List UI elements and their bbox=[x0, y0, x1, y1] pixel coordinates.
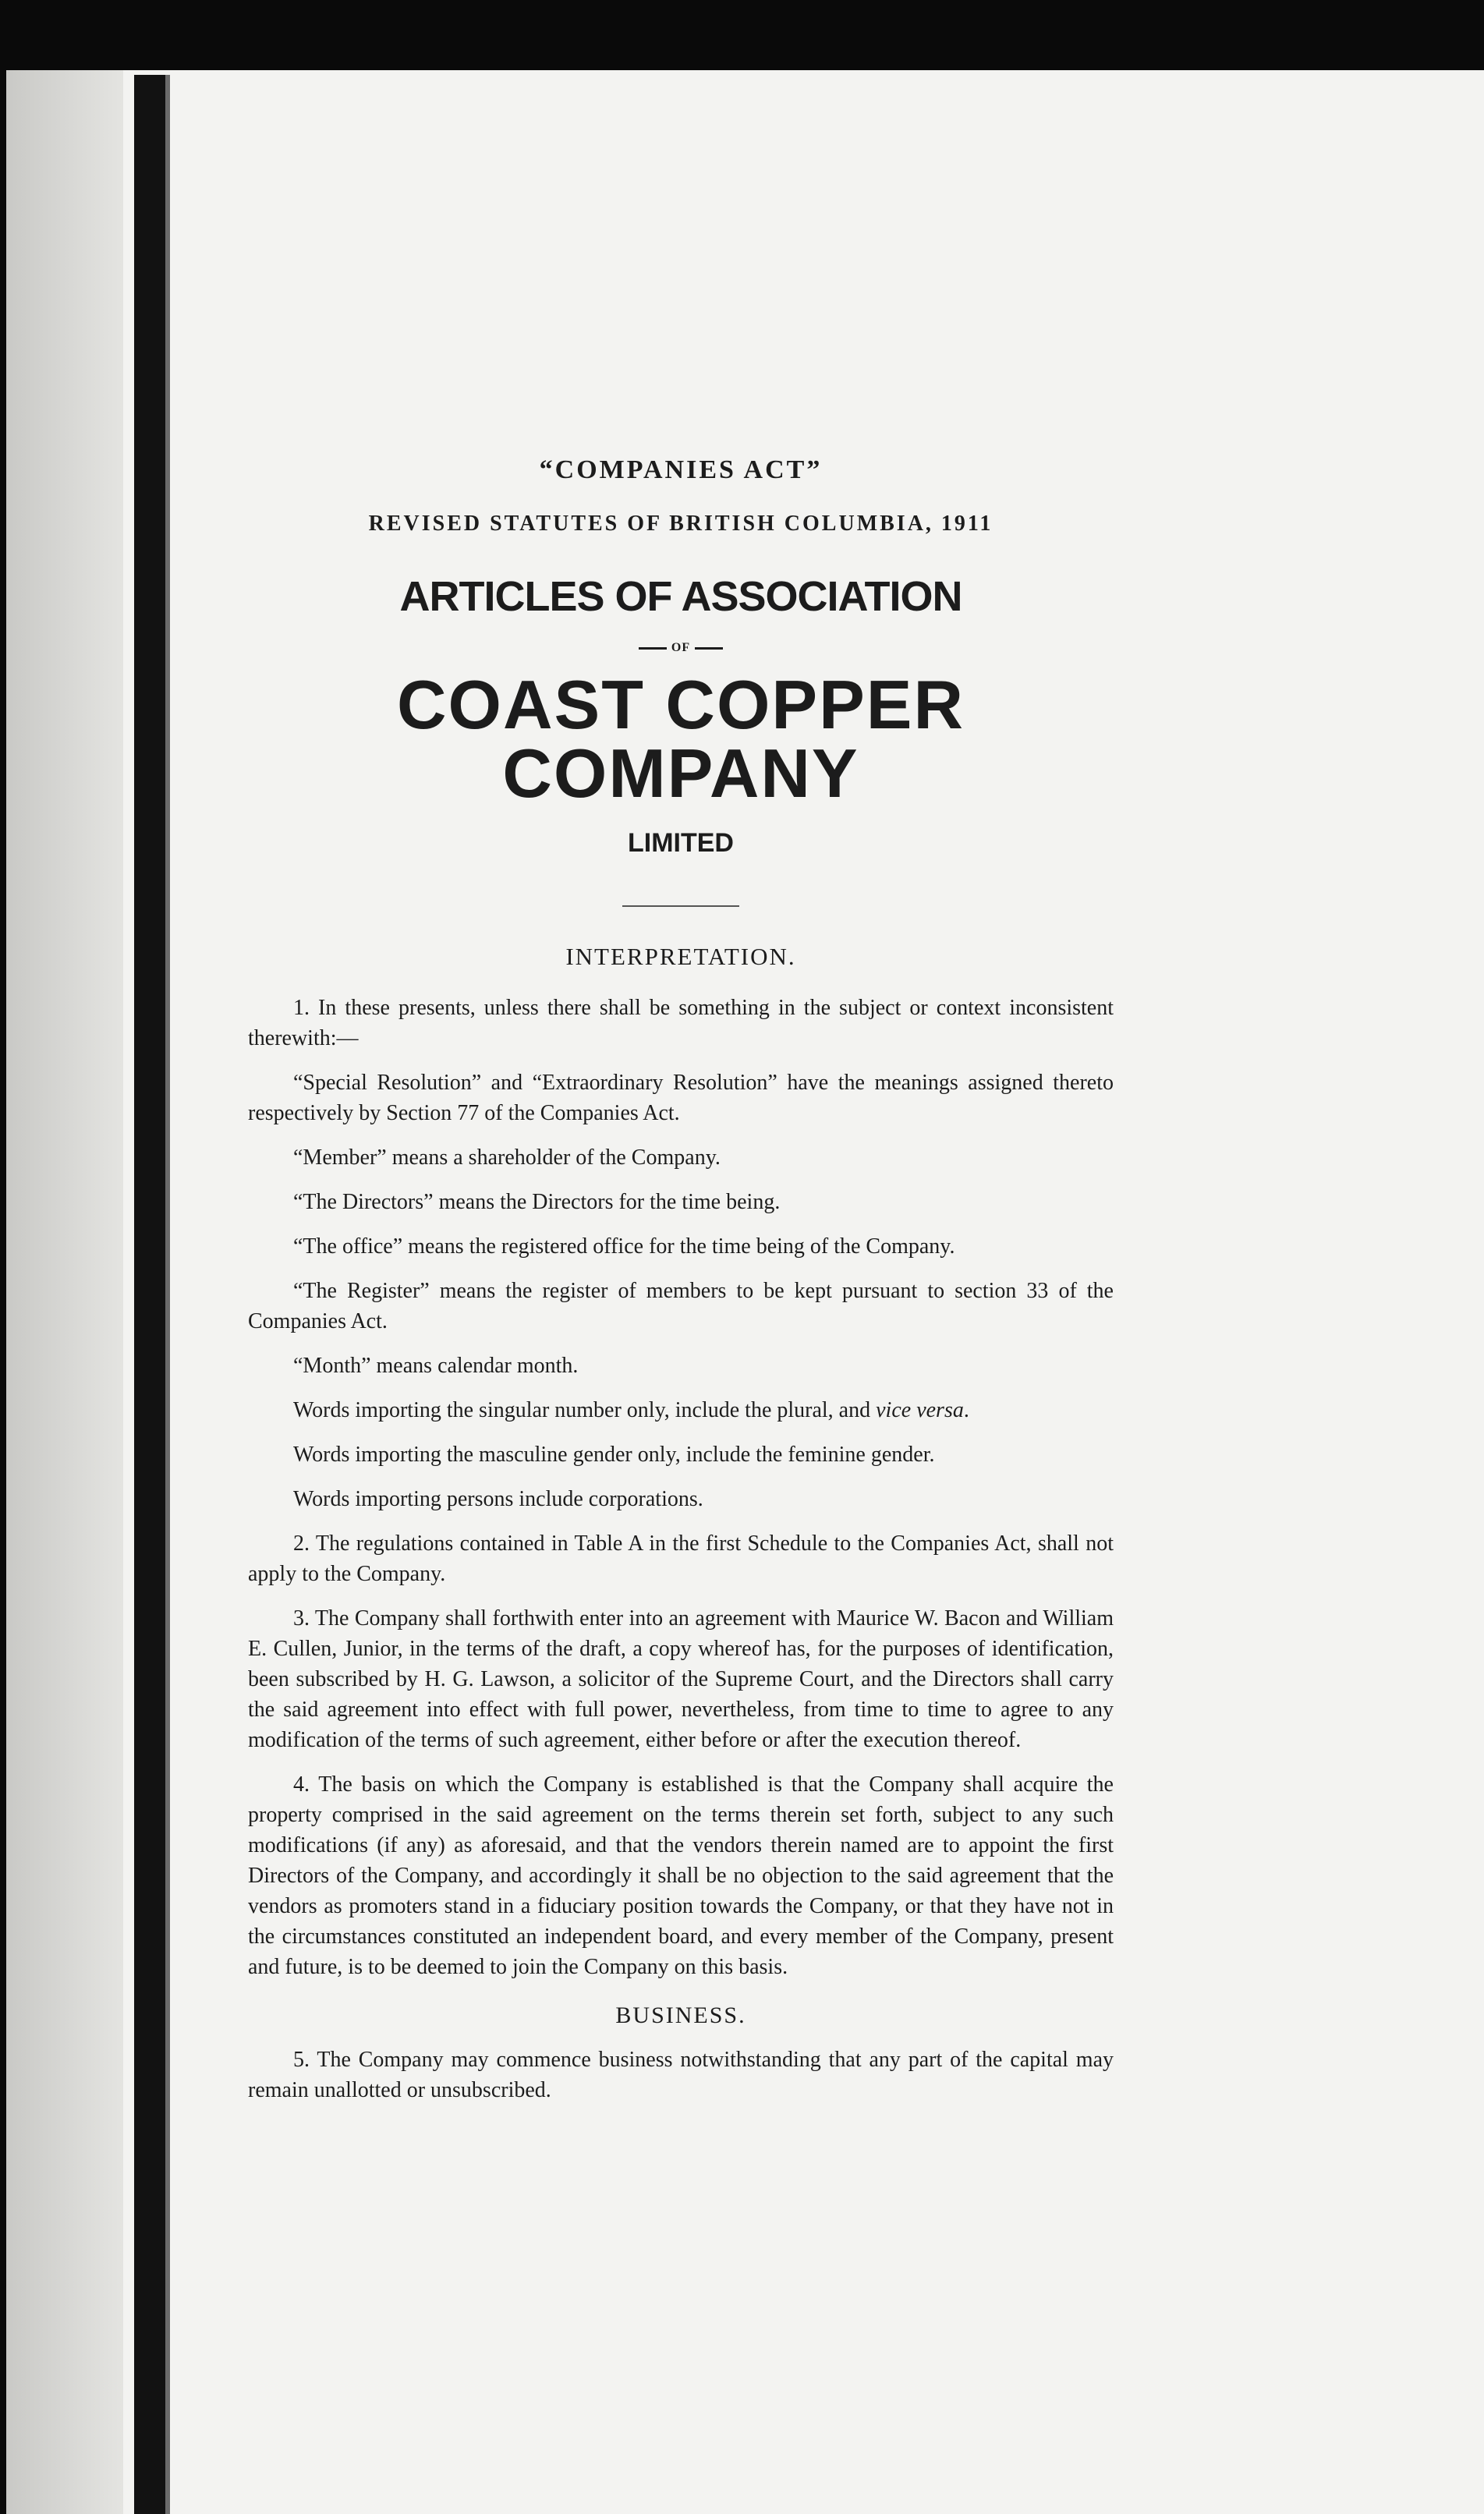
business-body bbox=[248, 2045, 1114, 2105]
limited-label: LIMITED bbox=[628, 828, 734, 858]
of-dash-left bbox=[639, 647, 667, 650]
definition-office: “The office” means the registered office for the time being of the Company. bbox=[293, 1234, 955, 1259]
definition-register: “The Register” means the register of members to be kept pursuant to section 33 of the Companies Act. bbox=[248, 1279, 1114, 1333]
of-separator bbox=[248, 641, 1114, 655]
interpretation-heading: INTERPRETATION. bbox=[565, 943, 796, 970]
definition-masculine: Words importing the masculine gender only, include the feminine gender. bbox=[293, 1443, 935, 1467]
articles-title: ARTICLES OF ASSOCIATION bbox=[399, 573, 962, 620]
clause-4: 4. The basis on which the Company is established is that the Company shall acquire the property comprised in the said agreement on the terms therein set forth, subject to any such modifications (if any) as aforesaid, and that the vendors therein named are to appoint the first Directors of the Company, and accordingly it shall be no objection to the said agreement that the vendors as promoters stand in a fiduciary position towards the Company, or that they have not in the circumstances constituted an independent board, and every member of the Company, present and future, is to be deemed to join the Company on this basis. bbox=[248, 1772, 1114, 1979]
definition-member: “Member” means a shareholder of the Company. bbox=[293, 1145, 721, 1170]
clause-3: 3. The Company shall forthwith enter into an agreement with Maurice W. Bacon and William E. Cullen, Junior, in the terms of the draft, a copy whereof has, for the purposes of identification, been subscribed by H. G. Lawson, a solicitor of the Supreme Court, and the Directors shall carry the said agreement into effect with full power, nevertheless, from time to time to agree to any modification of the terms of such agreement, either before or after the execution thereof. bbox=[248, 1606, 1114, 1752]
singular-text: Words importing the singular number only, include the plural, and bbox=[293, 1398, 877, 1422]
facing-page-edge bbox=[6, 70, 123, 2514]
of-word: OF bbox=[671, 641, 691, 654]
clause-5: 5. The Company may commence business notwithstanding that any part of the capital may remain unallotted or unsubscribed. bbox=[248, 2048, 1114, 2102]
book-spine-edge bbox=[165, 75, 170, 2514]
definition-directors: “The Directors” means the Directors for the time being. bbox=[293, 1190, 781, 1214]
vice-versa: vice versa bbox=[876, 1398, 964, 1422]
singular-end: . bbox=[963, 1398, 969, 1422]
company-name: COAST COPPER COMPANY bbox=[396, 666, 965, 812]
of-dash-right bbox=[695, 647, 723, 650]
document-content bbox=[248, 437, 1114, 2119]
clause-2: 2. The regulations contained in Table A in the first Schedule to the Companies Act, shall not apply to the Company. bbox=[248, 1531, 1114, 1586]
act-title: “COMPANIES ACT” bbox=[539, 455, 823, 484]
definition-special-resolution: “Special Resolution” and “Extraordinary Resolution” have the meanings assigned thereto respectively by Section 77 of the Companies Act. bbox=[248, 1071, 1114, 1125]
definition-month: “Month” means calendar month. bbox=[293, 1354, 579, 1378]
definition-persons: Words importing persons include corporations. bbox=[293, 1487, 703, 1511]
book-spine bbox=[134, 75, 165, 2514]
business-heading: BUSINESS. bbox=[615, 2002, 746, 2028]
divider-rule bbox=[622, 905, 739, 907]
definition-singular bbox=[248, 1395, 1114, 1425]
interpretation-body bbox=[248, 993, 1114, 1982]
clause-1: 1. In these presents, unless there shall be something in the subject or context inconsistent therewith:— bbox=[248, 996, 1114, 1050]
statutes-line: REVISED STATUTES OF BRITISH COLUMBIA, 1911 bbox=[368, 512, 993, 536]
